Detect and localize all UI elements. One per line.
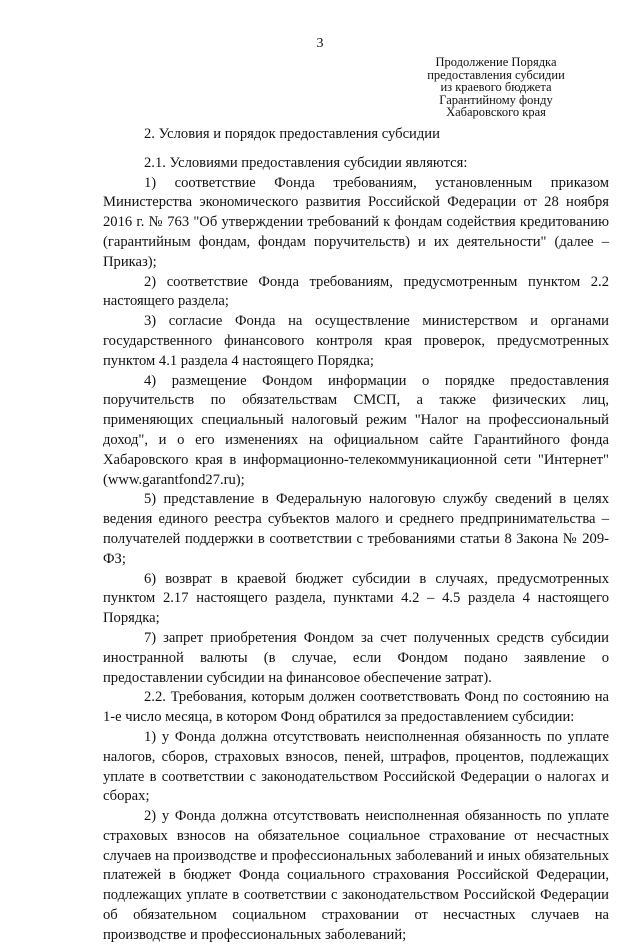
- header-note-line: Хабаровского края: [446, 105, 546, 119]
- paragraph: 2.2. Требования, которым должен соответствовать Фонд по состоянию на 1-е число месяца, в котором Фонд обратился за предоставлением субсидии:: [103, 689, 609, 726]
- paragraph: 4) размещение Фондом информации о порядке предоставления поручительств по обязательствам СМСП, а также физических лиц, применяющих специальный налоговый режим "Налог на профессиональный доход", и о его изменениях на официальном сайте Гарантийного фонда Хабаровского края в информационно-телекоммуникационной сети "Интернет" (www.garantfond27.ru);: [103, 372, 609, 488]
- page-number: 3: [316, 36, 324, 51]
- paragraph: 5) представление в Федеральную налоговую службу сведений в целях ведения единого реестра субъектов малого и среднего предпринимательства – получателей поддержки в соответствии с требованиями статьи 8 Закона № 209-ФЗ;: [103, 491, 609, 567]
- header-note: [396, 56, 596, 119]
- paragraph: 7) запрет приобретения Фондом за счет полученных средств субсидии иностранной валюты (в случае, если Фондом подано заявление о предоставлении субсидии на финансовое обеспечение затрат).: [103, 629, 609, 686]
- paragraph: 1) у Фонда должна отсутствовать неисполненная обязанность по уплате налогов, сборов, страховых взносов, пеней, штрафов, процентов, подлежащих уплате в соответствии с законодательством Российской Федерации о налогах и сборах;: [103, 728, 609, 805]
- paragraph: 2) у Фонда должна отсутствовать неисполненная обязанность по уплате страховых взносов на обязательное социальное страхование от несчастных случаев на производстве и профессиональных заболеваний и иных обязательных платежей в бюджет Фонда социального страхования Российской Федерации, подлежащих уплате в соответствии с законодательством Российской Федерации об обязательном социальном страховании от несчастных случаев на производстве и профессиональных заболеваний;: [103, 808, 609, 943]
- header-note-line: Гарантийному фонду: [439, 92, 553, 107]
- paragraph: 2.1. Условиями предоставления субсидии являются:: [144, 154, 468, 171]
- header-note-line: предоставления субсидии: [427, 67, 565, 82]
- header-note-line: Продолжение Порядка: [435, 55, 557, 69]
- paragraph: 3) согласие Фонда на осуществление министерством и органами государственного финансового контроля края проверок, предусмотренных пунктом 4.1 раздела 4 настоящего Порядка;: [103, 313, 609, 369]
- section-title: 2. Условия и порядок предоставления субсидии: [144, 126, 440, 142]
- document-body: [103, 125, 609, 946]
- paragraph: 1) соответствие Фонда требованиям, установленным приказом Министерства экономического развития Российской Федерации от 28 ноября 2016 г. № 763 "Об утверждении требований к фондам содействия кредитованию (гарантийным фондам, фондам поручительств) и их деятельности" (далее – Приказ);: [103, 174, 609, 270]
- header-note-line: из краевого бюджета: [440, 80, 552, 94]
- paragraph: 2) соответствие Фонда требованиям, предусмотренным пунктом 2.2 настоящего раздела;: [103, 273, 609, 310]
- paragraph: 6) возврат в краевой бюджет субсидии в случаях, предусмотренных пунктом 2.17 настоящего раздела, пунктами 4.2 – 4.5 раздела 4 настоящего Порядка;: [103, 570, 609, 627]
